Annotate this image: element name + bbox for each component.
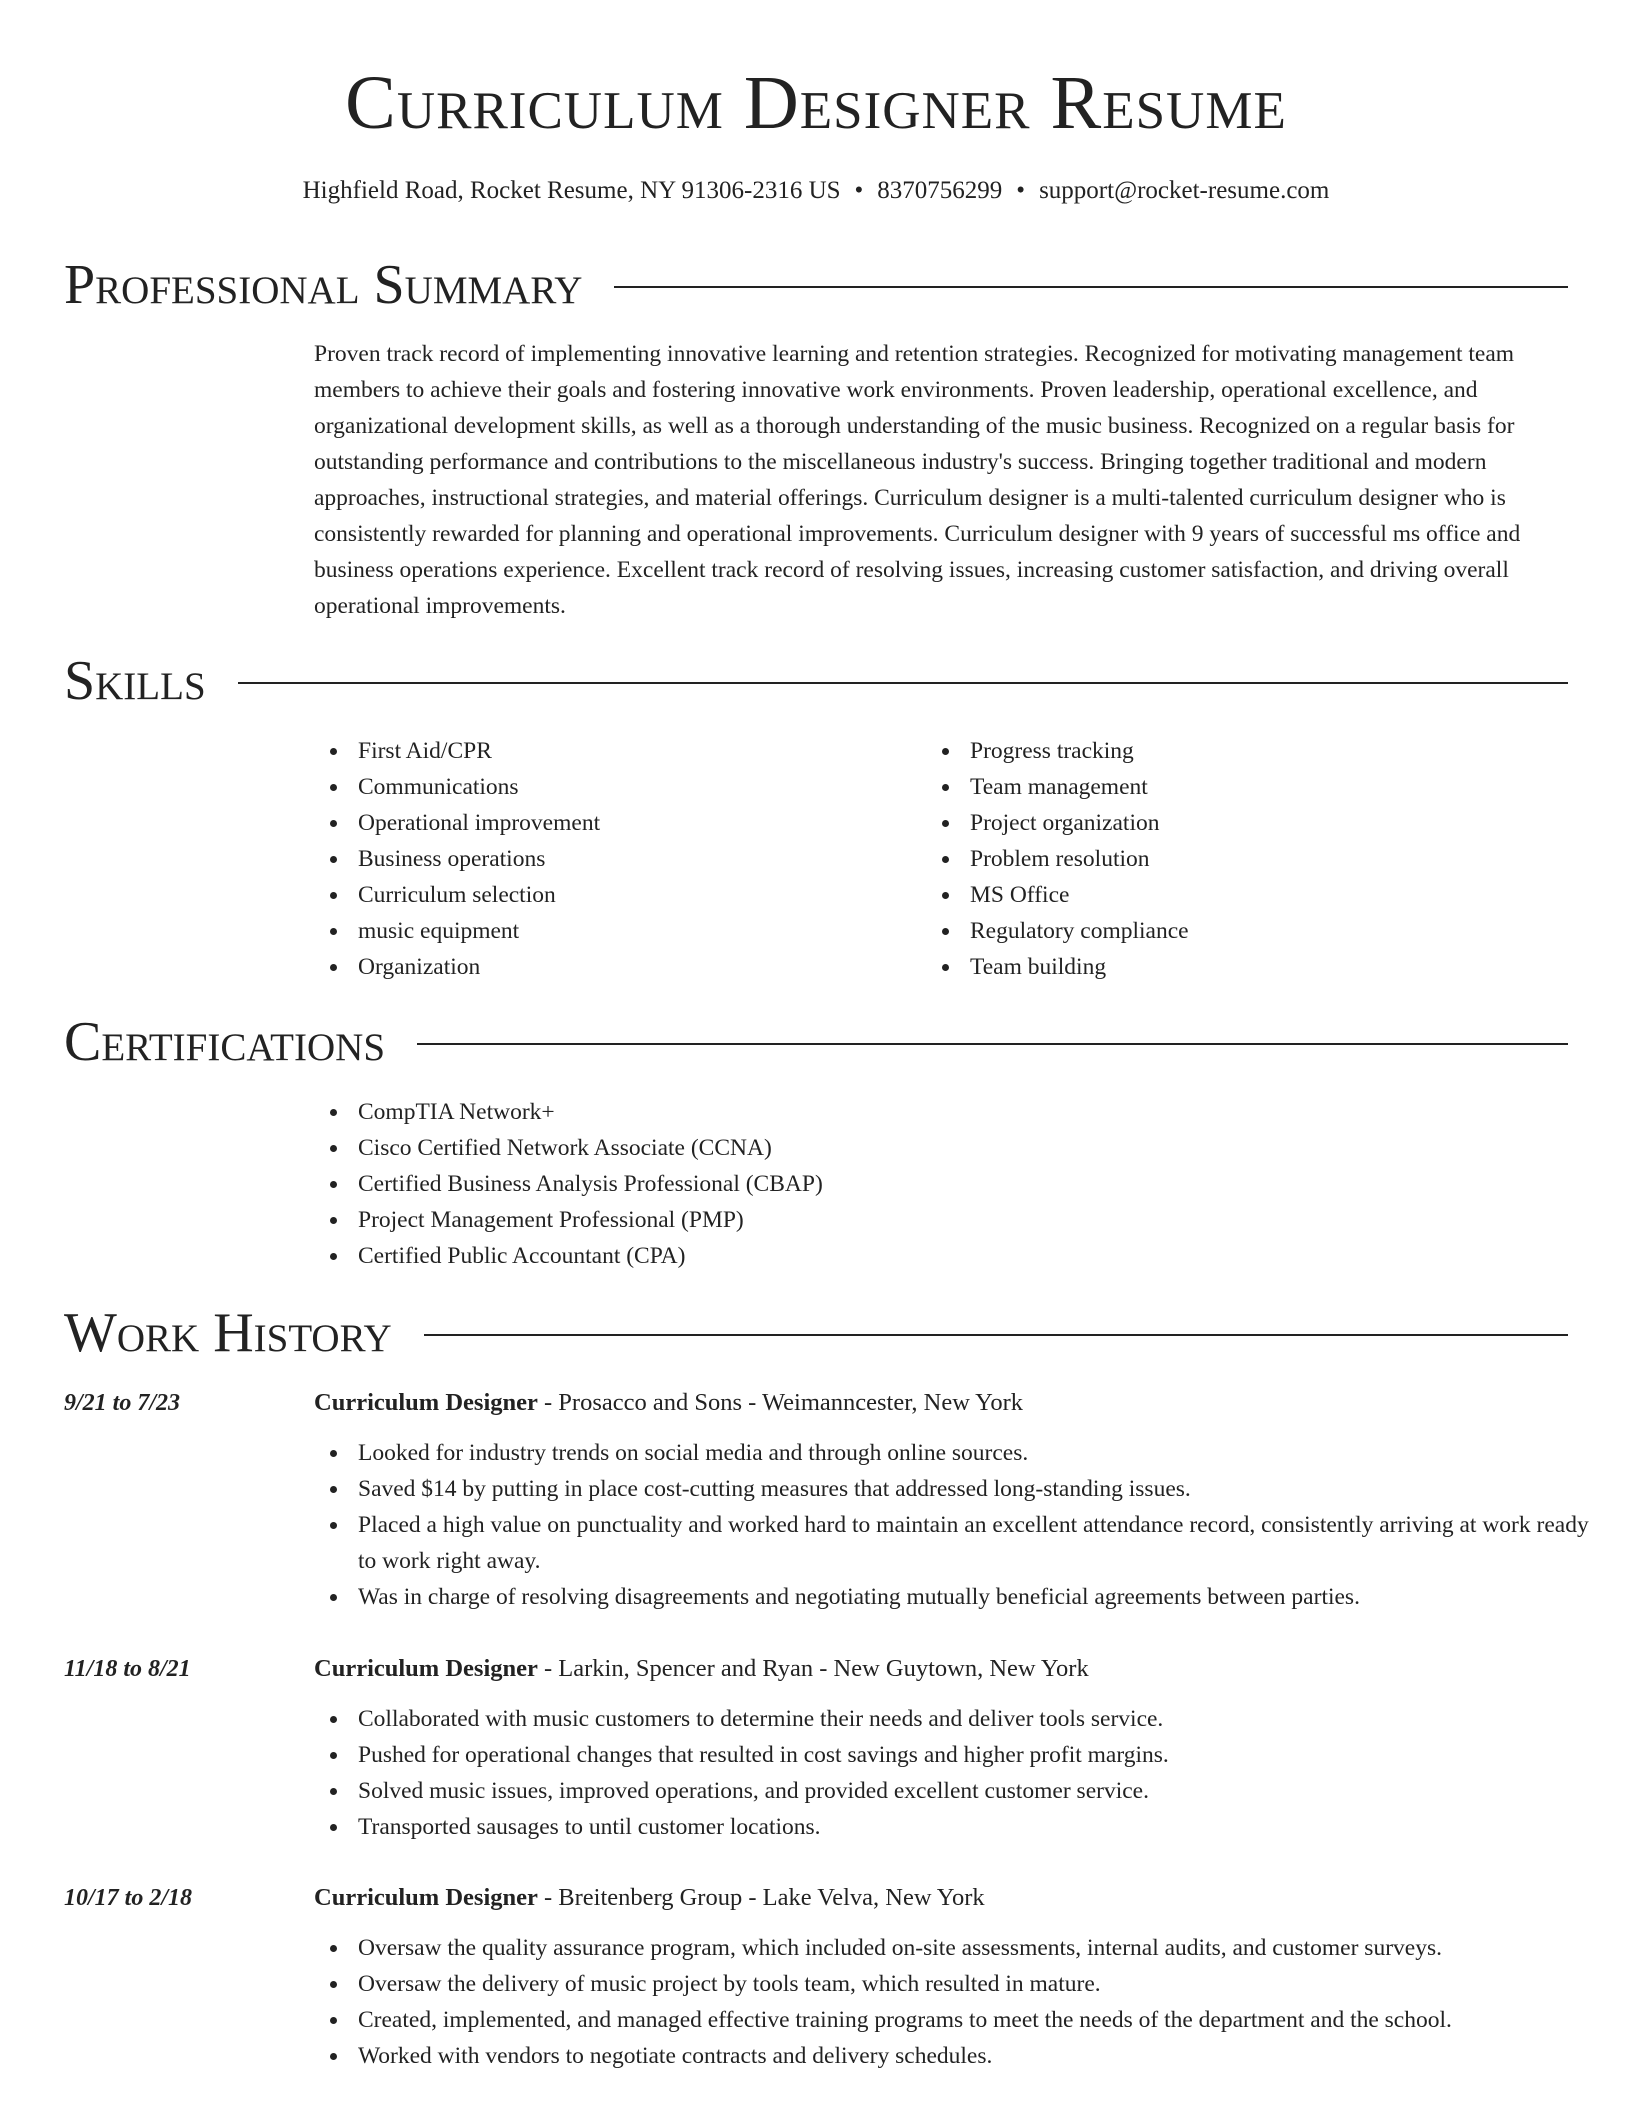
skill-label: Communications (358, 774, 519, 800)
bullet-icon (330, 1522, 337, 1529)
bullet-icon (330, 1253, 337, 1260)
skill-label: Organization (358, 954, 481, 980)
certifications-section-header (64, 1007, 1568, 1077)
skill-item (926, 913, 1526, 949)
certifications-heading: Certifications (64, 1011, 386, 1073)
bullet-icon (330, 1981, 337, 1988)
bullet-icon (330, 1945, 337, 1952)
work-history-heading: Work History (64, 1302, 392, 1364)
certification-label: Certified Public Accountant (CPA) (358, 1243, 686, 1269)
contact-phone: 8370756299 (877, 177, 1003, 204)
certification-item (314, 1166, 1314, 1202)
duty-item (314, 1579, 1604, 1615)
skill-label: Regulatory compliance (970, 918, 1189, 944)
duty-item (314, 2038, 1604, 2074)
job-title: Curriculum Designer (314, 1389, 538, 1416)
duty-item (314, 1773, 1604, 1809)
bullet-icon (330, 1752, 337, 1759)
skill-label: Team management (970, 774, 1148, 800)
job-details: - Prosacco and Sons - Weimanncester, New York (537, 1389, 1024, 1416)
duty-text: Oversaw the quality assurance program, which included on-site assessments, internal audits, and customer surveys. (358, 1935, 1442, 1961)
duty-item (314, 1966, 1604, 2002)
bullet-icon (330, 1181, 337, 1188)
job-title-line (314, 1880, 985, 1916)
skill-item (926, 841, 1526, 877)
skill-item (314, 949, 914, 985)
certification-label: Project Management Professional (PMP) (358, 1207, 744, 1233)
duty-text: Transported sausages to until customer locations. (358, 1814, 821, 1840)
duty-text: Was in charge of resolving disagreements and negotiating mutually beneficial agreements between parties. (358, 1584, 1360, 1610)
skill-label: Problem resolution (970, 846, 1150, 872)
duty-item (314, 1435, 1604, 1471)
job-duties (314, 1930, 1604, 2074)
contact-separator: • (1016, 177, 1026, 204)
duty-text: Collaborated with music customers to determine their needs and deliver tools service. (358, 1706, 1164, 1732)
skill-item (926, 949, 1526, 985)
job-dates: 9/21 to 7/23 (64, 1390, 181, 1416)
certification-item (314, 1130, 1314, 1166)
skill-item (926, 769, 1526, 805)
bullet-icon (330, 2017, 337, 2024)
job-title-line (314, 1651, 1089, 1687)
duty-text: Saved $14 by putting in place cost-cutting measures that addressed long-standing issues. (358, 1476, 1191, 1502)
section-divider (614, 286, 1568, 288)
skill-label: music equipment (358, 918, 520, 944)
summary-heading: Professional Summary (64, 254, 583, 316)
certification-item (314, 1094, 1314, 1130)
skill-label: Operational improvement (358, 810, 601, 836)
job-dates: 11/18 to 8/21 (64, 1656, 191, 1682)
skills-right-column (926, 733, 1526, 985)
duty-text: Solved music issues, improved operations, and provided excellent customer service. (358, 1778, 1149, 1804)
duty-text: Pushed for operational changes that resulted in cost savings and higher profit margins. (358, 1742, 1169, 1768)
skill-item (314, 877, 914, 913)
bullet-icon (942, 856, 949, 863)
bullet-icon (330, 1486, 337, 1493)
skills-section-header (64, 646, 1568, 716)
bullet-icon (330, 1594, 337, 1601)
certification-item (314, 1238, 1314, 1274)
section-divider (424, 1334, 1568, 1336)
certification-label: CompTIA Network+ (358, 1099, 555, 1125)
duty-item (314, 1930, 1604, 1966)
bullet-icon (330, 1145, 337, 1152)
skill-item (926, 733, 1526, 769)
certification-label: Cisco Certified Network Associate (CCNA) (358, 1135, 772, 1161)
skill-label: First Aid/CPR (358, 738, 492, 764)
skills-heading: Skills (64, 650, 206, 712)
certification-item (314, 1202, 1314, 1238)
certifications-block (314, 1094, 1314, 1274)
skill-label: Team building (970, 954, 1107, 980)
contact-separator: • (854, 177, 864, 204)
bullet-icon (330, 1788, 337, 1795)
duty-item (314, 1507, 1604, 1579)
duty-item (314, 1737, 1604, 1773)
job-duties (314, 1701, 1604, 1845)
job-title: Curriculum Designer (314, 1655, 538, 1682)
bullet-icon (942, 892, 949, 899)
duty-text: Created, implemented, and managed effective training programs to meet the needs of the department and the school. (358, 2007, 1452, 2033)
skill-label: Curriculum selection (358, 882, 556, 908)
duties-list (314, 1435, 1604, 1615)
skill-item (926, 877, 1526, 913)
bullet-icon (330, 820, 337, 827)
duty-item (314, 1809, 1604, 1845)
skill-item (314, 769, 914, 805)
skills-list-left (314, 733, 914, 985)
bullet-icon (330, 1824, 337, 1831)
skills-left-column (314, 733, 914, 985)
summary-text: Proven track record of implementing innovative learning and retention strategies. Recognized for motivating management team members to achieve their goals and fostering innovative work environments. Proven leadership, operational excellence, and organizational development skills, as well as a thorough understanding of the music business. Recognized on a regular basis for outstanding performance and contributions to the miscellaneous industry's success. Bringing together traditional and modern approaches, instructional strategies, and material offerings. Curriculum designer is a multi-talented curriculum designer who is consistently rewarded for planning and operational improvements. Curriculum designer with 9 years of successful ms office and business operations experience. Excellent track record of resolving issues, increasing customer satisfaction, and driving overall operational improvements. (314, 341, 1521, 619)
bullet-icon (330, 928, 337, 935)
certification-label: Certified Business Analysis Professional (CBAP) (358, 1171, 823, 1197)
bullet-icon (330, 1217, 337, 1224)
resume-title: Curriculum Designer Resume (345, 61, 1287, 145)
skill-label: Business operations (358, 846, 546, 872)
duty-item (314, 1471, 1604, 1507)
bullet-icon (942, 820, 949, 827)
bullet-icon (330, 1716, 337, 1723)
skill-item (314, 913, 914, 949)
bullet-icon (330, 1109, 337, 1116)
job-title-line (314, 1385, 1023, 1421)
duty-item (314, 1701, 1604, 1737)
summary-section-header (64, 250, 1568, 320)
skill-item (314, 841, 914, 877)
duty-text: Looked for industry trends on social media and through online sources. (358, 1440, 1029, 1466)
job-details: - Larkin, Spencer and Ryan - New Guytown, New York (537, 1655, 1089, 1682)
skill-label: MS Office (970, 882, 1070, 908)
bullet-icon (330, 1450, 337, 1457)
bullet-icon (330, 892, 337, 899)
contact-email: support@rocket-resume.com (1039, 177, 1330, 204)
bullet-icon (942, 784, 949, 791)
job-details: - Breitenberg Group - Lake Velva, New York (537, 1884, 985, 1911)
bullet-icon (330, 856, 337, 863)
duty-text: Worked with vendors to negotiate contracts and delivery schedules. (358, 2043, 993, 2069)
skill-item (926, 805, 1526, 841)
duties-list (314, 1930, 1604, 2074)
job-dates: 10/17 to 2/18 (64, 1885, 193, 1911)
skill-label: Project organization (970, 810, 1160, 836)
contact-address: Highfield Road, Rocket Resume, NY 91306-2316 US (302, 177, 841, 204)
bullet-icon (330, 964, 337, 971)
skills-list-right (926, 733, 1526, 985)
bullet-icon (330, 748, 337, 755)
section-divider (417, 1043, 1568, 1045)
job-duties (314, 1435, 1604, 1615)
certifications-list (314, 1094, 1314, 1274)
bullet-icon (330, 2053, 337, 2060)
duty-text: Oversaw the delivery of music project by tools team, which resulted in mature. (358, 1971, 1101, 1997)
duties-list (314, 1701, 1604, 1845)
contact-line (0, 174, 1632, 208)
skill-item (314, 733, 914, 769)
duty-item (314, 2002, 1604, 2038)
section-divider (238, 682, 1568, 684)
skill-label: Progress tracking (970, 738, 1134, 764)
bullet-icon (942, 928, 949, 935)
bullet-icon (942, 748, 949, 755)
duty-text: Placed a high value on punctuality and worked hard to maintain an excellent attendance record, consistently arriving at work ready to work right away. (358, 1512, 1589, 1574)
skill-item (314, 805, 914, 841)
work-history-section-header (64, 1298, 1568, 1368)
bullet-icon (942, 964, 949, 971)
job-title: Curriculum Designer (314, 1884, 538, 1911)
bullet-icon (330, 784, 337, 791)
